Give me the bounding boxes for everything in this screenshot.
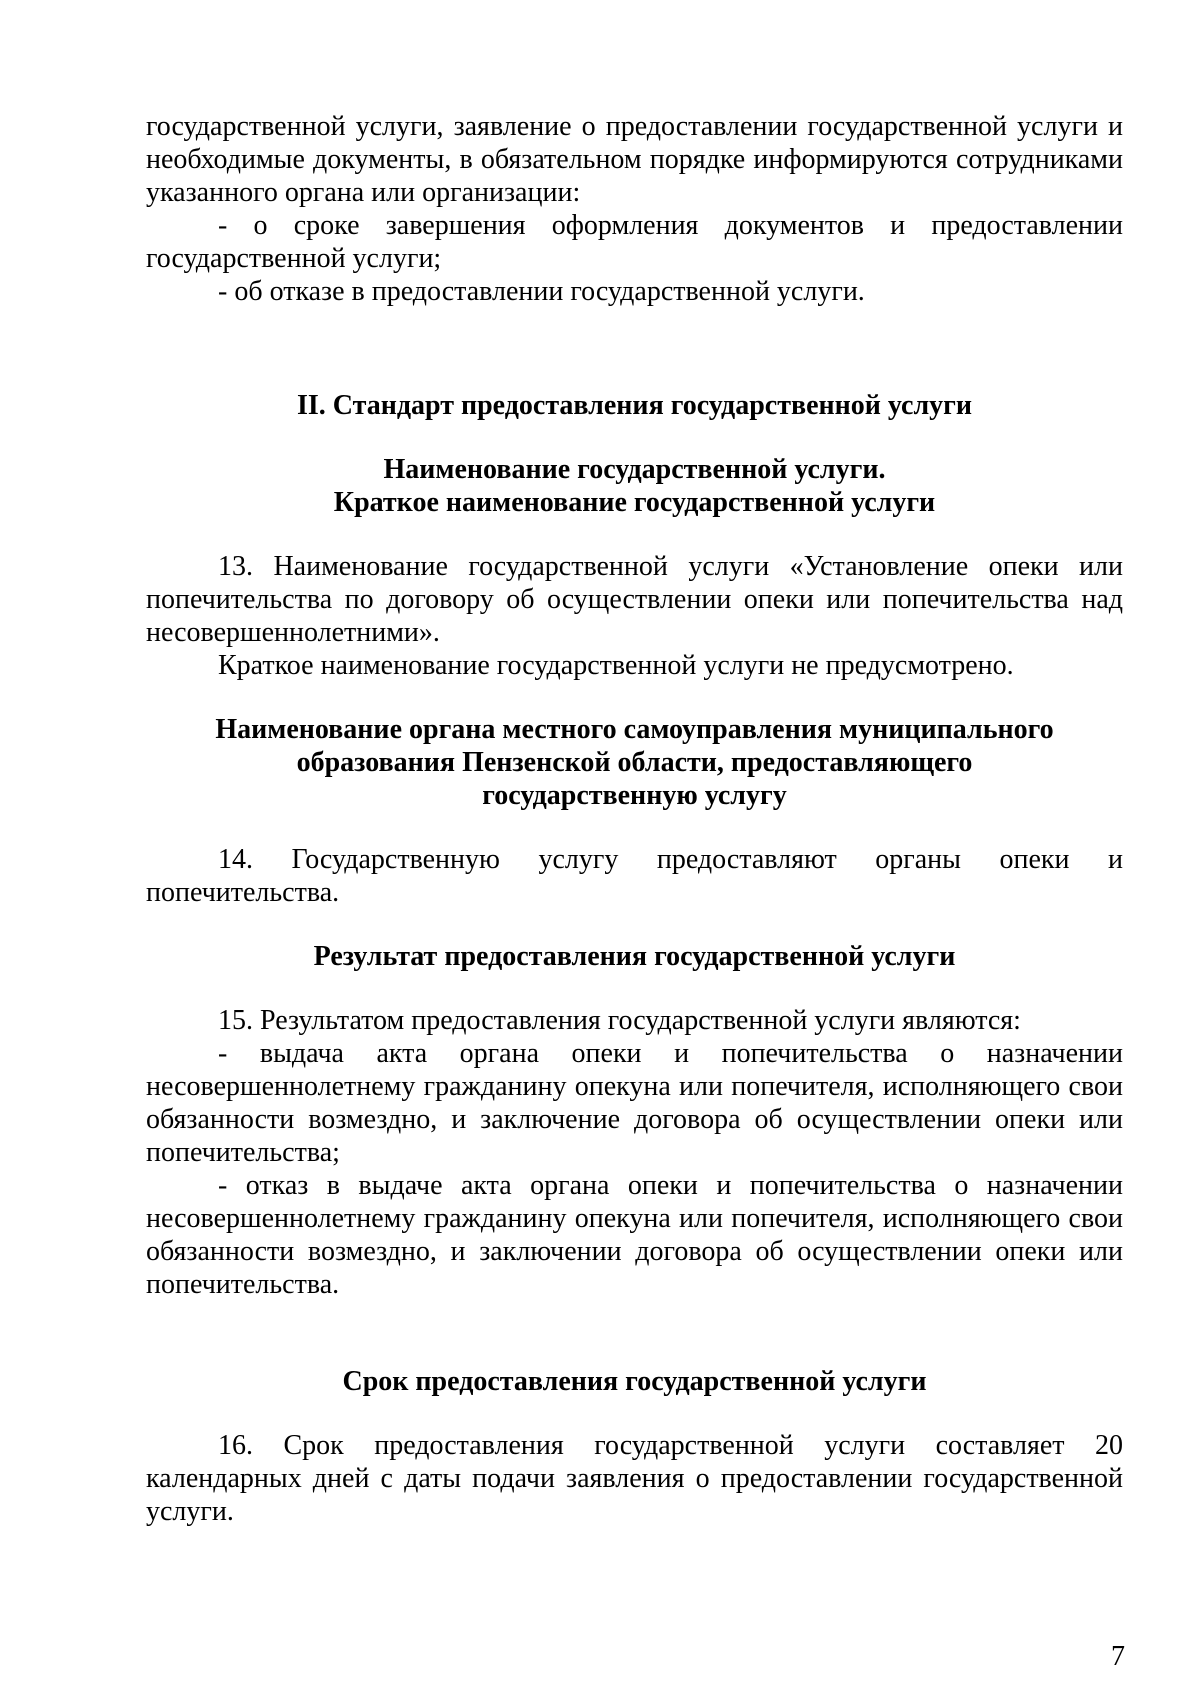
term-heading: Срок предоставления государственной услуги [342,1366,927,1397]
name-heading [146,453,1123,519]
paragraph-13-short-name: Краткое наименование государственной услуги не предусмотрено. [218,650,1014,681]
result-bullet-issue: - выдача акта органа опеки и попечительства о назначении несовершеннолетнему гражданину опекуна или попечителя, исполняющего свои обязанности возмездно, и заключение договора об осуществлении опеки или попечительства; [146,1038,1123,1168]
page-number: 7 [1111,1641,1125,1672]
paragraph-15: 15. Результатом предоставления государственной услуги являются: [218,1005,1021,1036]
organ-heading-line1: Наименование органа местного самоуправления муниципального [215,714,1054,745]
intro-paragraph: государственной услуги, заявление о предоставлении государственной услуги и необходимые документы, в обязательном порядке информируются сотрудниками указанного органа или организации: [146,111,1123,208]
paragraph-14: 14. Государственную услугу предоставляют органы опеки и попечительства. [146,844,1123,908]
organ-heading-line3: государственную услугу [482,780,787,811]
result-heading: Результат предоставления государственной услуги [313,941,956,972]
intro-bullet-deadline: - о сроке завершения оформления документов и предоставлении государственной услуги; [146,210,1123,274]
name-heading-line2: Краткое наименование государственной услуги [333,487,936,518]
result-bullet-refusal: - отказ в выдаче акта органа опеки и попечительства о назначении несовершеннолетнему гражданину опекуна или попечителя, исполняющего свои обязанности возмездно, и заключении договора об осуществлении опеки или попечительства. [146,1170,1123,1300]
intro-bullet-refusal: - об отказе в предоставлении государственной услуги. [218,276,865,307]
organ-heading-line2: образования Пензенской области, предоставляющего [296,747,973,778]
document-page [146,110,1123,1528]
paragraph-13: 13. Наименование государственной услуги «Установление опеки или попечительства по договору об осуществлении опеки или попечительства над несовершеннолетними». [146,551,1123,648]
section-title: II. Стандарт предоставления государственной услуги [296,390,973,421]
name-heading-line1: Наименование государственной услуги. [383,454,886,485]
paragraph-16: 16. Срок предоставления государственной услуги составляет 20 календарных дней с даты подачи заявления о предоставлении государственной услуги. [146,1430,1123,1527]
organ-heading [146,713,1123,812]
